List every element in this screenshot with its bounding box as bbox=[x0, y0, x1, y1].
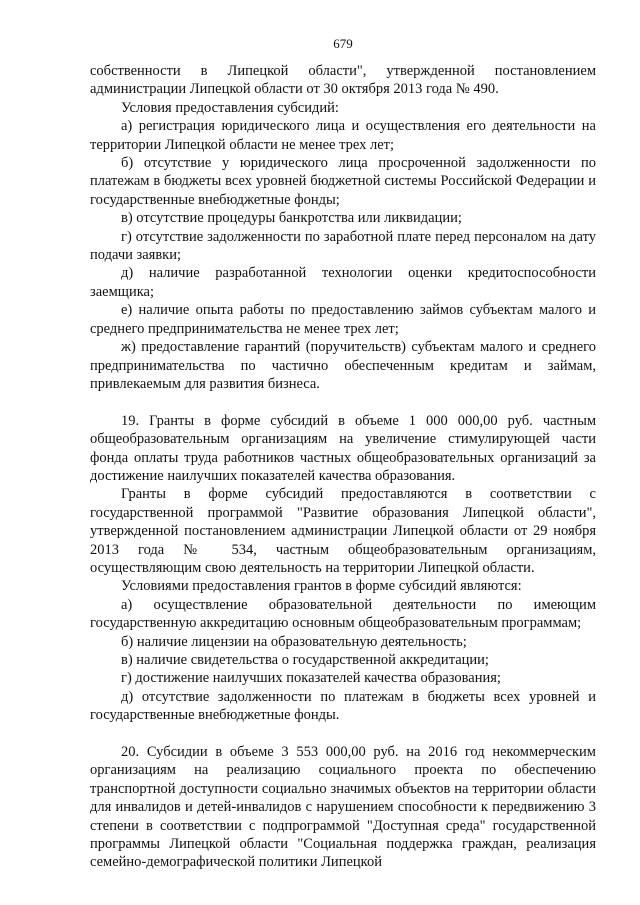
paragraph-p3: б) отсутствие у юридического лица просроченной задолженности по платежам в бюджеты всех уровней бюджетной системы Российской Федерации и государственные внебюджетные фонды; bbox=[90, 155, 596, 208]
paragraph-p16: д) отсутствие задолженности по платежам в бюджеты всех уровней и государственные внебюджетные фонды. bbox=[90, 688, 596, 724]
page-number: 679 bbox=[333, 36, 353, 51]
document-page bbox=[90, 36, 596, 872]
paragraph-p1: Условия предоставления субсидий: bbox=[121, 99, 339, 116]
paragraph-p4: в) отсутствие процедуры банкротства или ликвидации; bbox=[121, 210, 462, 227]
paragraph-p0: собственности в Липецкой области", утвержденной постановлением администрации Липецкой области от 30 октября 2013 года № 490. bbox=[90, 63, 596, 98]
paragraph-p12: а) осуществление образовательной деятельности по имеющим государственную аккредитацию основным общеобразовательным программам; bbox=[90, 596, 596, 632]
paragraph-p9: 19. Гранты в форме субсидий в объеме 1 000 000,00 руб. частным общеобразовательным организациям на увеличение стимулирующей части фонда оплаты труда работников частных общеобразовательных организаций за достижение наилучших показателей качества образования. bbox=[90, 412, 596, 484]
paragraph-p6: д) наличие разработанной технологии оценки кредитоспособности заемщика; bbox=[90, 265, 596, 300]
paragraph-p5: г) отсутствие задолженности по заработной плате перед персоналом на дату подачи заявки; bbox=[90, 228, 596, 264]
paragraph-p11: Условиями предоставления грантов в форме субсидий являются: bbox=[121, 578, 522, 595]
paragraph-p17: 20. Субсидии в объеме 3 553 000,00 руб. на 2016 год некоммерческим организациям на реализацию социального проекта по обеспечению транспортной доступности социально значимых объектов на территории области для инвалидов и детей-инвалидов с нарушением способности к передвижению 3 степени в соответствии с подпрограммой "Доступная среда" государственной программы Липецкой области "Социальная поддержка граждан, реализация семейно-демографической политики Липецкой bbox=[90, 744, 596, 871]
document-body bbox=[90, 62, 596, 872]
paragraph-p2: а) регистрация юридического лица и осуществления его деятельности на территории Липецкой области не менее трех лет; bbox=[90, 118, 596, 153]
paragraph-p8: ж) предоставление гарантий (поручительств) субъектам малого и среднего предпринимательства по частично обеспеченным кредитам и займам, привлекаемым для развития бизнеса. bbox=[90, 339, 596, 392]
paragraph-p14: в) наличие свидетельства о государственной аккредитации; bbox=[121, 651, 489, 668]
paragraph-p15: г) достижение наилучших показателей качества образования; bbox=[121, 670, 501, 687]
paragraph-p10: Гранты в форме субсидий предоставляются в соответствии с государственной программой "Развитие образования Липецкой области", утвержденной постановлением администрации Липецкой области от 29 ноября 2013 года № 534, частным общеобразовательным организациям, осуществляющим свою деятельность на территории Липецкой области. bbox=[90, 486, 596, 576]
paragraph-p7: е) наличие опыта работы по предоставлению займов субъектам малого и среднего предпринимательства не менее трех лет; bbox=[90, 302, 596, 337]
paragraph-p13: б) наличие лицензии на образовательную деятельность; bbox=[121, 633, 467, 650]
